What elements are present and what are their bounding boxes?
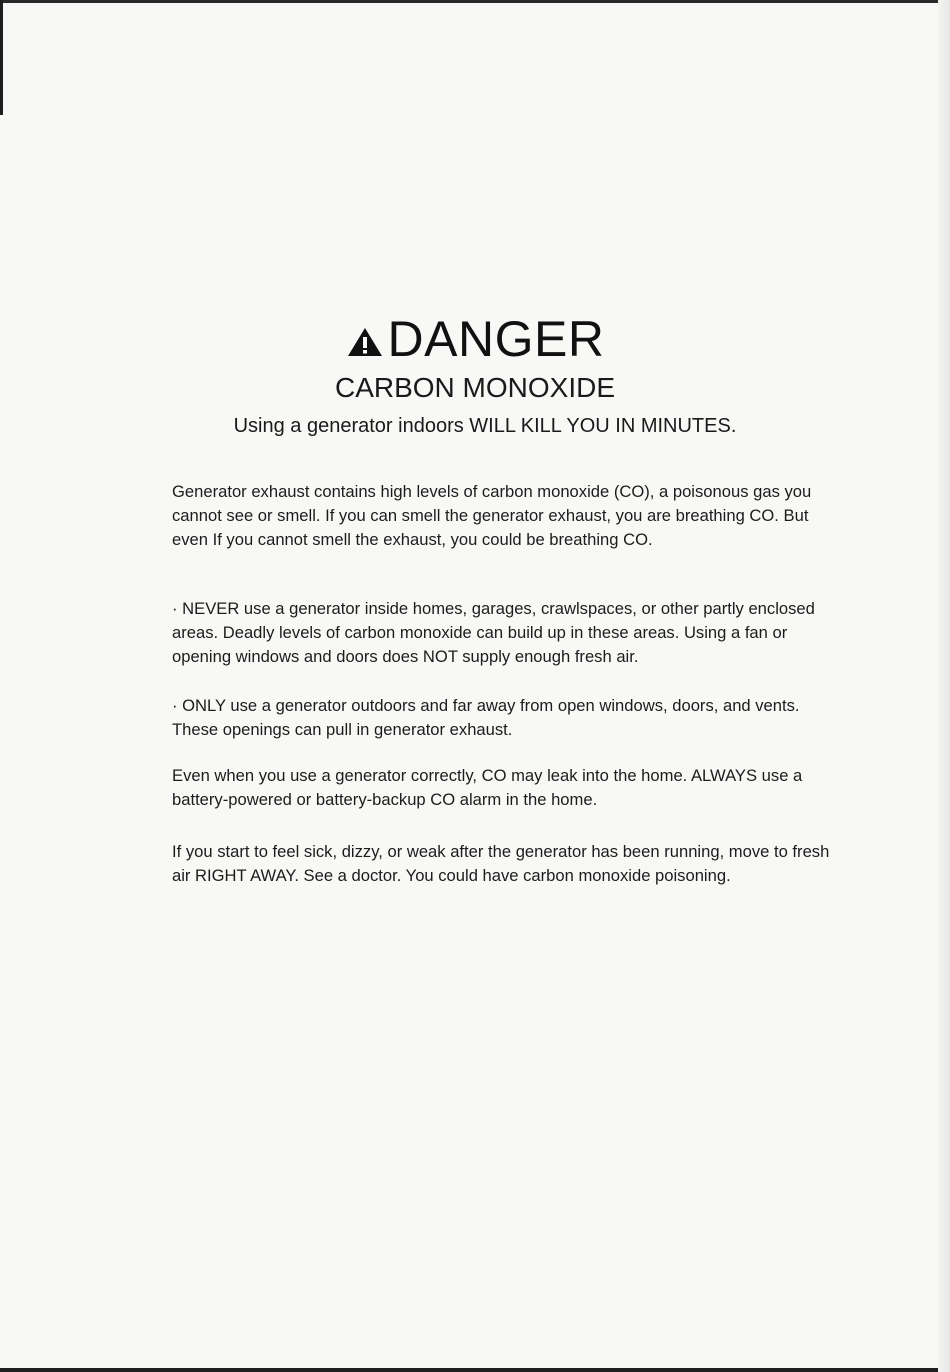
danger-heading (0, 308, 950, 370)
paragraph-never-indoors: · NEVER use a generator inside homes, garages, crawlspaces, or other partly enclosed areas. Deadly levels of carbon monoxide can build up in these areas. Using a fan or opening windows and doors does NOT supply enough fresh air. (172, 599, 815, 666)
paragraph-only-outdoors: · ONLY use a generator outdoors and far away from open windows, doors, and vents. These openings can pull in generator exhaust. (172, 696, 800, 739)
scan-edge-left (0, 0, 3, 115)
scan-edge-bottom (0, 1368, 950, 1372)
danger-signal-word: DANGER (387, 311, 605, 367)
hazard-title: CARBON MONOXIDE (334, 372, 616, 403)
hazard-subtitle: Using a generator indoors WILL KILL YOU IN MINUTES. (233, 415, 737, 437)
paragraph-co-alarm: Even when you use a generator correctly, CO may leak into the home. ALWAYS use a battery-powered or battery-backup CO alarm in the home. (172, 766, 803, 809)
paragraph-exhaust-info: Generator exhaust contains high levels of carbon monoxide (CO), a poisonous gas you cannot see or smell. If you can smell the generator exhaust, you are breathing CO. But even If you cannot smell the exhaust, you could be breathing CO. (172, 482, 812, 549)
scan-edge-right (938, 0, 950, 1372)
paragraph-symptoms: If you start to feel sick, dizzy, or weak after the generator has been running, move to fresh air RIGHT AWAY. See a doctor. You could have carbon monoxide poisoning. (172, 842, 830, 885)
scan-edge-top (0, 0, 950, 3)
warning-triangle-icon (346, 310, 384, 372)
